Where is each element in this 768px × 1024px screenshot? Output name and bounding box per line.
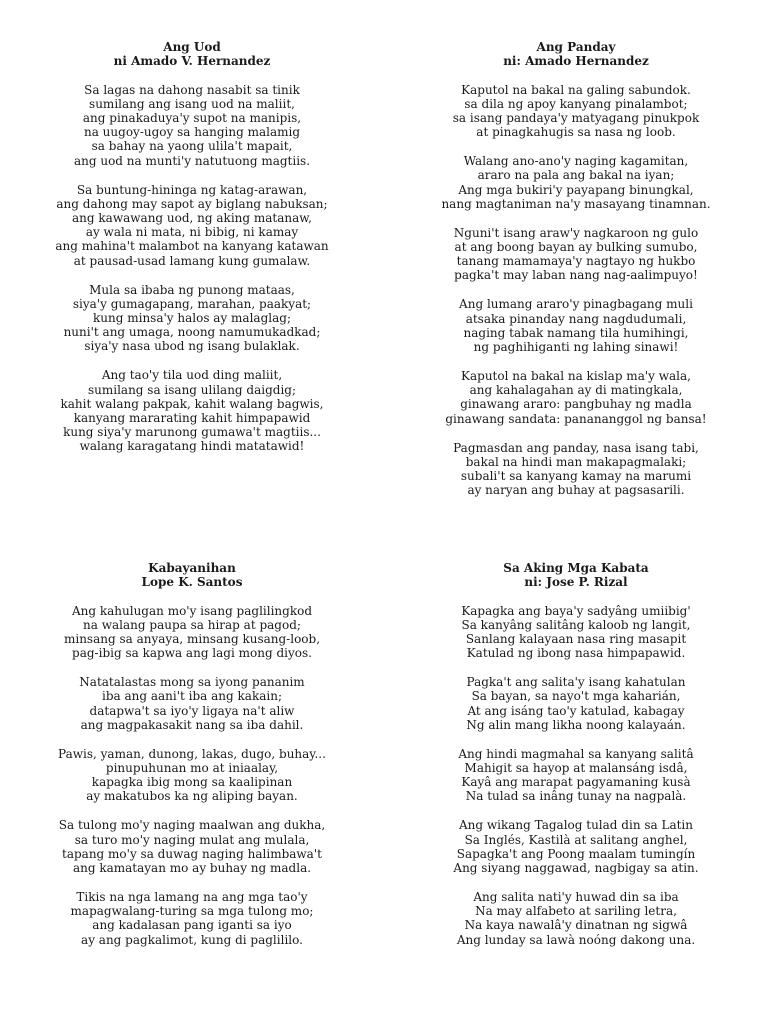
stanza — [384, 675, 768, 732]
poem-line: ang kahalagahan ay di matingkala, — [469, 383, 683, 398]
poem-line: subali't sa kanyang kamay na marumi — [460, 469, 692, 484]
poem-line: Sa Inglés, Kastilà at salitang anghel, — [464, 832, 688, 847]
poem-line: sa turo mo'y naging mulat ang mulala, — [74, 832, 310, 847]
poem-line: Kaputol na bakal na kislap ma'y wala, — [461, 369, 691, 384]
poem-line: na uugoy-ugoy sa hanging malamig — [83, 125, 301, 140]
poem-line: Ng alin mang likha noong kalayaán. — [466, 717, 686, 732]
poem-line: ay naryan ang buhay at pagsasarili. — [467, 483, 685, 498]
poem-ang-panday — [384, 40, 768, 512]
poem-line: Ang wikang Tagalog tulad din sa Latin — [458, 818, 693, 833]
poem-line: Sa bayan, sa nayo't mga kaharián, — [471, 689, 681, 704]
poem-line: bakal na hindi man makapagmalaki; — [465, 454, 687, 469]
stanza — [0, 604, 384, 661]
poem-line: datapwa't sa iyo'y ligaya na't aliw — [89, 703, 295, 718]
poem-title: Ang Panday — [536, 40, 616, 54]
poem-line: siya'y gumagapang, marahan, paakyat; — [72, 296, 312, 311]
poem-line: Sa kanyâng salitâng kaloob ng langit, — [461, 617, 691, 632]
poem-line: siya'y nasa ubod ng isang bulaklak. — [84, 339, 300, 354]
stanza — [384, 818, 768, 875]
poem-line: Mula sa ibaba ng punong mataas, — [89, 282, 295, 297]
stanza — [384, 297, 768, 354]
poem-line: Katulad ng ibong nasa himpapawid. — [466, 646, 686, 661]
poem-line: ginawang araro: pangbuhay ng madla — [460, 397, 692, 412]
poem-line: Tikis na nga lamang na ang mga tao'y — [76, 890, 308, 905]
poem-line: ang kadalasan pang iganti sa iyo — [92, 918, 292, 933]
poem-line: Ang tao'y tila uod ding maliit, — [101, 368, 283, 383]
poem-line: at pinagkahugis sa nasa ng loob. — [476, 125, 676, 140]
stanza — [0, 675, 384, 732]
poem-line: araro na pala ang bakal na iyan; — [477, 168, 675, 183]
poem-line: Ang siyang naggawad, nagbigay sa atin. — [453, 861, 699, 876]
poem-line: ang dahong may sapot ay biglang nabuksan; — [56, 196, 328, 211]
poem-line: Kayâ ang marapat pagyamaning kusà — [461, 775, 691, 790]
poem-author: ni: Amado Hernandez — [503, 54, 649, 69]
poem-line: sumilang ang isang uod na maliit, — [89, 96, 295, 111]
poem-line: sumilang sa isang ulilang daigdig; — [87, 382, 297, 397]
poem-line: Na may alfabeto at sariling letra, — [475, 904, 677, 919]
poem-kabayanihan — [0, 561, 384, 962]
poem-line: Ang hindi magmahal sa kanyang salitâ — [458, 746, 694, 761]
poem-line: walang karagatang hindi matatawid! — [79, 439, 305, 454]
stanza — [0, 368, 384, 453]
poem-line: Pawis, yaman, dunong, lakas, dugo, buhay... — [58, 746, 326, 761]
stanza — [384, 226, 768, 283]
stanza — [0, 818, 384, 875]
stanza — [384, 747, 768, 804]
poem-line: at pausad-usad lamang kung gumalaw. — [73, 253, 311, 268]
stanza — [384, 83, 768, 140]
stanza — [384, 890, 768, 947]
poem-line: pag-ibig sa kapwa ang lagi mong diyos. — [72, 646, 312, 661]
poem-sa-aking-mga-kabata — [384, 561, 768, 962]
stanza — [384, 369, 768, 426]
poem-line: ng paghihiganti ng lahing sinawi! — [473, 340, 679, 355]
poem-line: sa bahay na yaong ulila't mapait, — [91, 139, 293, 154]
poem-line: Ang mga bukiri'y payapang binungkal, — [458, 182, 694, 197]
poem-line: nang magtaniman na'y masayang tinamnan. — [441, 196, 711, 211]
poem-line: Sa tulong mo'y naging maalwan ang dukha, — [58, 818, 326, 833]
poem-line: Ang lunday sa lawà noóng dakong una. — [456, 932, 696, 947]
poem-line: ay makatubos ka ng aliping bayan. — [86, 789, 298, 804]
poem-line: ay wala ni mata, ni bibig, ni kamay — [85, 225, 299, 240]
poem-line: ang uod na munti'y natutuong magtiis. — [73, 153, 311, 168]
poem-line: Ang kahulugan mo'y isang paglilingkod — [71, 603, 313, 618]
poem-line: Sa buntung-hininga ng katag-arawan, — [76, 182, 308, 197]
poem-line: kanyang mararating kahit himpapawid — [73, 411, 311, 426]
poem-line: kung minsa'y halos ay malaglag; — [93, 311, 291, 326]
poem-line: sa dila ng apoy kanyang pinalambot; — [464, 96, 688, 111]
poem-line: ang mahina't malambot na kanyang katawan — [55, 239, 329, 254]
poem-line: kung siya'y marunong gumawa't magtiis... — [63, 425, 321, 440]
poem-line: Nguni't isang araw'y nagkaroon ng gulo — [453, 225, 699, 240]
poem-author: Lope K. Santos — [141, 575, 243, 590]
poem-title: Sa Aking Mga Kabata — [503, 561, 649, 575]
poem-line: ang pinakaduya'y supot na manipis, — [82, 111, 302, 125]
poem-line: Sa lagas na dahong nasabit sa tinik — [84, 82, 300, 97]
poem-line: ay ang pagkalimot, kung di paglililo. — [81, 932, 303, 947]
poem-line: At ang isáng tao'y katulad, kabagay — [467, 703, 685, 718]
poem-line: na walang paupa sa hirap at pagod; — [83, 617, 301, 632]
stanza — [0, 183, 384, 268]
poem-line: ang kawawang uod, ng aking matanaw, — [72, 211, 312, 226]
poem-line: Pagmasdan ang panday, nasa isang tabi, — [453, 440, 699, 455]
stanza — [0, 747, 384, 804]
poem-line: Walang ano-ano'y naging kagamitan, — [463, 154, 689, 169]
poem-line: ang magpakasakit nang sa iba dahil. — [80, 717, 304, 732]
poem-line: Sapagka't ang Poong maalam tumingín — [456, 846, 696, 861]
poem-title: Ang Uod — [163, 40, 221, 54]
poem-ang-uod — [0, 40, 384, 468]
poem-line: mapagwalang-turing sa mga tulong mo; — [70, 904, 314, 919]
stanza — [0, 83, 384, 168]
poem-line: atsaka pinanday nang nagdudumali, — [465, 311, 687, 326]
stanza — [384, 154, 768, 211]
stanza — [0, 890, 384, 947]
stanza — [0, 283, 384, 354]
poem-line: ginawang sandata: panananggol ng bansa! — [445, 411, 707, 426]
poem-line: sa isang pandaya'y matyagang pinukpok — [452, 111, 700, 125]
poem-title: Kabayanihan — [148, 561, 236, 575]
poem-line: iba ang aani't iba ang kakain; — [101, 689, 282, 704]
poem-line: Sanlang kalayaan nasa ring masapit — [465, 632, 687, 646]
poem-line: at ang boong bayan ay bulking sumubo, — [454, 240, 698, 255]
poem-line: Na tulad sa inâng tunay na nagpalà. — [465, 789, 687, 804]
poem-line: Kapagka ang baya'y sadyâng umiibig' — [461, 603, 691, 618]
poem-line: Pagka't ang salita'y isang kahatulan — [466, 675, 686, 690]
poem-line: ang kamatayan mo ay buhay ng madla. — [72, 861, 312, 876]
poem-line: Kaputol na bakal na galing sabundok. — [461, 82, 691, 97]
poem-line: Ang salita nati'y huwad din sa iba — [473, 890, 679, 905]
poem-line: nuni't ang umaga, noong namumukadkad; — [63, 325, 321, 340]
poem-line: kapagka ibig mong sa kaalipinan — [91, 775, 293, 790]
stanza — [384, 604, 768, 661]
poem-line: Ang lumang araro'y pinagbagang muli — [459, 297, 693, 312]
poem-line: kahit walang pakpak, kahit walang bagwis, — [60, 396, 324, 411]
poem-line: naging tabak namang tila humihingi, — [463, 325, 689, 340]
poem-line: Natatalastas mong sa iyong pananim — [79, 675, 305, 690]
poem-line: Mahigit sa hayop at malansáng isdâ, — [464, 761, 688, 776]
poem-line: pagka't may laban nang nag-aalimpuyo! — [454, 268, 698, 283]
poem-line: tapang mo'y sa duwag naging halimbawa't — [62, 846, 322, 861]
poem-line: minsang sa anyaya, minsang kusang-loob, — [63, 632, 321, 646]
poem-line: pinupuhunan mo at iniaalay, — [105, 761, 279, 776]
stanza — [384, 441, 768, 498]
poem-line: tanang mamamaya'y nagtayo ng hukbo — [456, 254, 696, 269]
poem-line: Na kaya nawalâ'y dinatnan ng sigwâ — [464, 918, 688, 933]
poem-author: ni: Jose P. Rizal — [524, 575, 628, 590]
poem-author: ni Amado V. Hernandez — [113, 54, 271, 69]
